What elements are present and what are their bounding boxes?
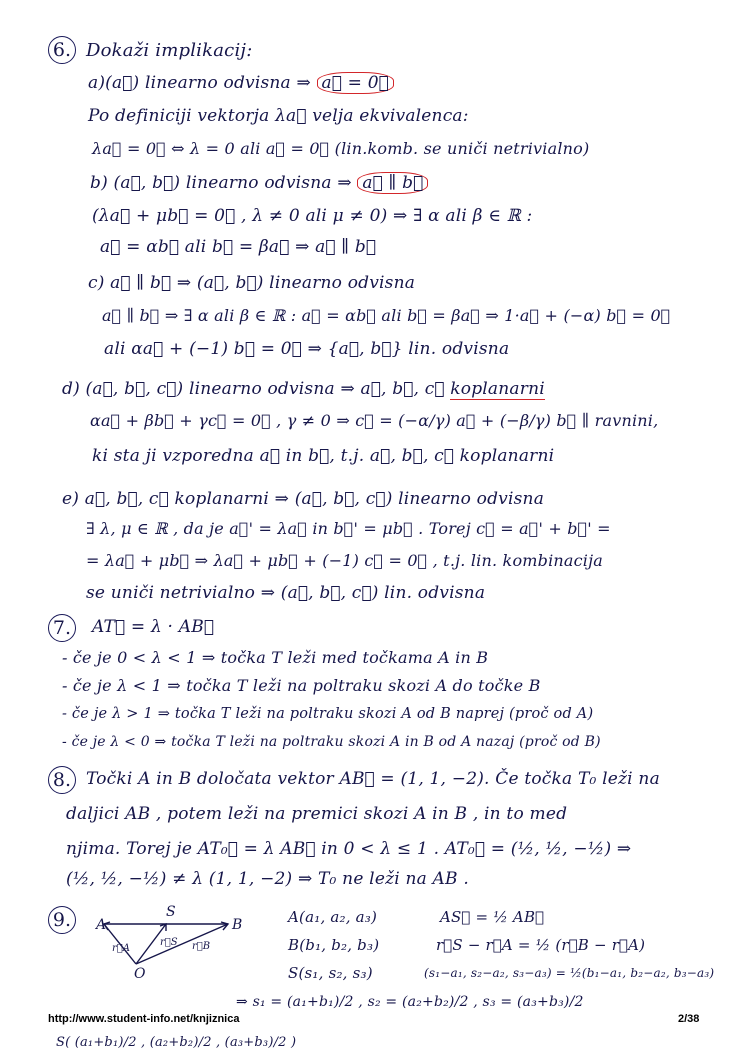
ex6-b	[90, 172, 428, 194]
ex6-e: e) a⃗, b⃗, c⃗ koplanarni ⇒ (a⃗, b⃗, c⃗) linearno odvisna	[62, 489, 545, 509]
ex8-line-2: daljici AB , potem leži na premici skozi A in B , in to med	[66, 804, 568, 824]
ex7-case-4: - če je λ < 0 ⇒ točka T leži na poltraku skozi A in B od A nazaj (proč od B)	[62, 734, 601, 750]
ex6-b-text: b) (a⃗, b⃗) linearno odvisna ⇒	[90, 173, 352, 193]
ex6-c-line3: ali αa⃗ + (−1) b⃗ = 0⃗ ⇒ {a⃗, b⃗} lin. odvisna	[104, 339, 510, 359]
ex9-relation-1: AS⃗ = ½ AB⃗	[440, 908, 545, 926]
footer-url: http://www.student-info.net/knjiznica	[48, 1013, 240, 1025]
ex6-d-line3: ki sta ji vzporedna a⃗ in b⃗, t.j. a⃗, b⃗, c⃗ koplanarni	[92, 446, 555, 466]
ex6-definition: Po definiciji vektorja λa⃗ velja ekvivalenca:	[88, 106, 469, 126]
ex8-line-1: Točki A in B določata vektor AB⃗ = (1, 1, −2). Če točka T₀ leži na	[86, 769, 660, 789]
ex7-case-3: - če je λ > 1 ⇒ točka T leži na poltraku skozi A od B naprej (proč od A)	[62, 706, 594, 722]
ex7-formula: AT⃗ = λ · AB⃗	[92, 617, 215, 637]
ex6-c: c) a⃗ ∥ b⃗ ⇒ (a⃗, b⃗) linearno odvisna	[88, 273, 416, 293]
underlined-koplanarni: koplanarni	[450, 379, 545, 399]
ex9-point-s: S(s₁, s₂, s₃)	[288, 964, 373, 982]
circled-result-a: a⃗ = 0⃗	[317, 72, 394, 94]
ex6-c-line2: a⃗ ∥ b⃗ ⇒ ∃ α ali β ∈ ℝ : a⃗ = αb⃗ ali b⃗ = βa⃗ ⇒ 1·a⃗ + (−α) b⃗ = 0⃗	[102, 306, 671, 325]
ex7-case-1: - če je 0 < λ < 1 ⇒ točka T leži med točkama A in B	[62, 648, 489, 667]
ex8-line-4: (½, ½, −½) ≠ λ (1, 1, −2) ⇒ T₀ ne leži na AB .	[66, 869, 469, 889]
ex6-d-line2: αa⃗ + βb⃗ + γc⃗ = 0⃗ , γ ≠ 0 ⇒ c⃗ = (−α/γ) a⃗ + (−β/γ) b⃗ ∥ ravnini,	[90, 411, 659, 430]
ex6-title: Dokaži implikacij:	[86, 40, 253, 61]
figure-label-s: S	[166, 904, 176, 920]
ex6-e-line2: ∃ λ, μ ∈ ℝ , da je a⃗' = λa⃗ in b⃗' = μb⃗ . Torej c⃗ = a⃗' + b⃗' =	[86, 519, 611, 538]
ex6-a-text: a)(a⃗) linearno odvisna ⇒	[88, 73, 311, 93]
figure-label-ra: r⃗A	[112, 943, 131, 954]
ex9-final: S( (a₁+b₁)/2 , (a₂+b₂)/2 , (a₃+b₃)/2 )	[56, 1035, 297, 1050]
figure-label-a: A	[96, 917, 107, 933]
figure-label-rs: r⃗S	[160, 937, 178, 948]
ex6-b-line2: (λa⃗ + μb⃗ = 0⃗ , λ ≠ 0 ali μ ≠ 0) ⇒ ∃ α ali β ∈ ℝ :	[92, 206, 533, 226]
page-number: 2/38	[678, 1013, 700, 1025]
ex9-relation-3: (s₁−a₁, s₂−a₂, s₃−a₃) = ½(b₁−a₁, b₂−a₂, b₃−a₃)	[424, 966, 715, 980]
exercise-number-7: 7.	[48, 614, 76, 642]
figure-label-rb: r⃗B	[192, 941, 211, 952]
triangle-figure	[96, 900, 266, 980]
ex6-d-text: d) (a⃗, b⃗, c⃗) linearno odvisna ⇒ a⃗, b⃗, c⃗	[62, 379, 445, 399]
exercise-number-9: 9.	[48, 906, 76, 934]
exercise-number-8: 8.	[48, 766, 76, 794]
ex9-relation-2: r⃗S − r⃗A = ½ (r⃗B − r⃗A)	[436, 936, 646, 954]
vector-rb	[136, 924, 228, 964]
ex8-line-3: njima. Torej je AT₀⃗ = λ AB⃗ in 0 < λ ≤ 1 . AT₀⃗ = (½, ½, −½) ⇒	[66, 839, 632, 859]
ex6-equivalence: λa⃗ = 0⃗ ⇔ λ = 0 ali a⃗ = 0⃗ (lin.komb. se uniči netrivialno)	[92, 139, 590, 158]
ex9-result: ⇒ s₁ = (a₁+b₁)/2 , s₂ = (a₂+b₂)/2 , s₃ = (a₃+b₃)/2	[236, 994, 584, 1010]
figure-label-o: O	[134, 966, 146, 982]
ex9-point-b: B(b₁, b₂, b₃)	[288, 936, 380, 954]
ex6-b-line3: a⃗ = αb⃗ ali b⃗ = βa⃗ ⇒ a⃗ ∥ b⃗	[100, 237, 377, 257]
ex6-e-line3: = λa⃗ + μb⃗ ⇒ λa⃗ + μb⃗ + (−1) c⃗ = 0⃗ , t.j. lin. kombinacija	[86, 551, 604, 570]
ex7-case-2: - če je λ < 1 ⇒ točka T leži na poltraku skozi A do točke B	[62, 676, 541, 695]
ex6-d	[62, 378, 545, 400]
exercise-number-6: 6.	[48, 36, 76, 64]
ex6-a	[88, 72, 394, 94]
ex6-e-line4: se uniči netrivialno ⇒ (a⃗, b⃗, c⃗) lin. odvisna	[86, 583, 486, 603]
circled-result-b: a⃗ ∥ b⃗	[357, 172, 428, 194]
figure-label-b: B	[232, 917, 243, 933]
ex9-point-a: A(a₁, a₂, a₃)	[288, 908, 378, 926]
